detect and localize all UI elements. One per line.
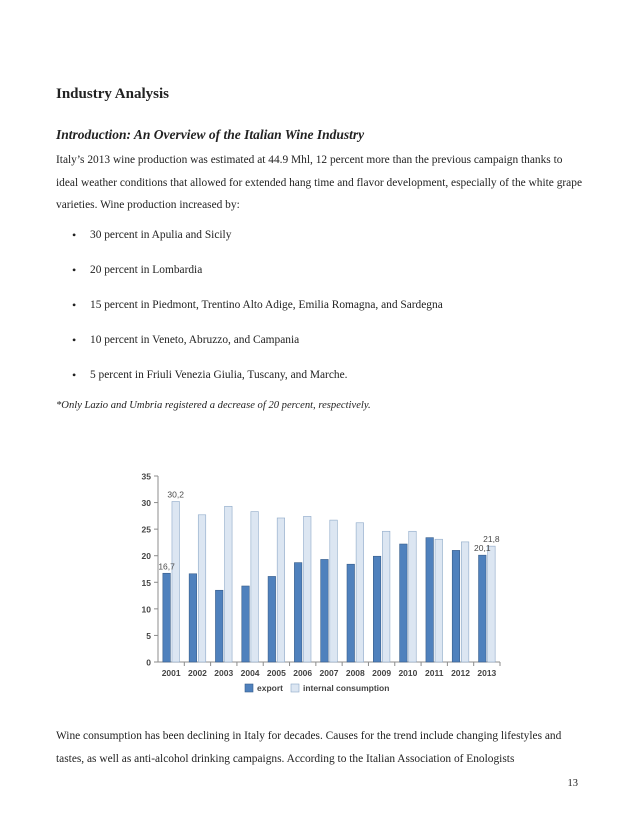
y-tick-label: 15 (141, 577, 151, 588)
list-item: • 30 percent in Apulia and Sicily (56, 224, 596, 259)
internal-consumption-bar (488, 546, 496, 662)
bullet-icon: • (72, 298, 77, 312)
x-tick-label: 2012 (451, 668, 470, 678)
x-tick-label: 2007 (319, 668, 339, 678)
footnote: *Only Lazio and Umbria registered a decrease of 20 percent, respectively. (56, 400, 371, 411)
legend-label-internal-consumption: internal consumption (303, 683, 390, 693)
x-tick-label: 2002 (188, 668, 207, 678)
export-bar (268, 576, 276, 662)
x-tick-label: 2006 (293, 668, 313, 678)
x-tick-label: 2013 (477, 668, 497, 678)
x-tick-label: 2004 (240, 668, 260, 678)
x-tick-label: 2001 (161, 668, 181, 678)
export-bar (163, 573, 171, 662)
export-bar (347, 564, 355, 662)
y-tick-label: 10 (141, 604, 151, 615)
y-tick-label: 20 (141, 551, 151, 562)
internal-consumption-bar (198, 515, 206, 662)
bullet-icon: • (72, 263, 77, 277)
page-number: 13 (567, 778, 578, 789)
x-tick-label: 2011 (425, 668, 444, 678)
internal-consumption-bar (330, 520, 338, 662)
internal-consumption-bar (356, 523, 364, 662)
internal-consumption-bar (382, 531, 390, 662)
list-item: • 20 percent in Lombardia (56, 259, 596, 294)
export-bar (189, 574, 197, 662)
export-bar (321, 559, 329, 662)
list-item: • 15 percent in Piedmont, Trentino Alto Adige, Emilia Romagna, and Sardegna (56, 294, 596, 329)
export-bar (215, 590, 223, 662)
y-tick-label: 25 (141, 524, 151, 535)
x-tick-label: 2009 (372, 668, 392, 678)
closing-paragraph: Wine consumption has been declining in Italy for decades. Causes for the trend include changing lifestyles and tastes, as well as anti-alcohol drinking campaigns. According to the Italian Association of Enologists (56, 730, 562, 765)
legend-swatch-export (245, 684, 253, 692)
x-tick-label: 2008 (345, 668, 365, 678)
internal-consumption-bar (225, 506, 233, 662)
bullet-icon: • (72, 228, 77, 242)
y-tick-label: 0 (146, 657, 151, 668)
export-bar (294, 563, 302, 662)
x-tick-label: 2005 (266, 668, 286, 678)
wine-export-consumption-chart (118, 464, 508, 704)
data-label: 16,7 (158, 561, 175, 572)
section-subheading: Introduction: An Overview of the Italian Wine Industry (56, 127, 365, 142)
legend-swatch-internal-consumption (291, 684, 299, 692)
data-label: 20,1 (474, 543, 491, 554)
intro-paragraph: Italy’s 2013 wine production was estimated at 44.9 Mhl, 12 percent more than the previous campaign thanks to ideal weather conditions that allowed for extended hang time and flavor development, especially of the white grape varieties. Wine production increased by: (56, 154, 582, 211)
export-bar (479, 555, 487, 662)
internal-consumption-bar (435, 539, 443, 662)
section-heading: Industry Analysis (56, 86, 169, 102)
data-label: 21,8 (483, 534, 500, 545)
legend-label-export: export (257, 683, 283, 693)
export-bar (452, 550, 460, 662)
x-tick-label: 2010 (398, 668, 418, 678)
x-tick-label: 2003 (214, 668, 234, 678)
bullet-icon: • (72, 368, 77, 382)
internal-consumption-bar (409, 531, 417, 662)
export-bar (400, 544, 408, 662)
export-bar (242, 586, 250, 662)
export-bar (426, 538, 434, 662)
y-tick-label: 5 (146, 630, 151, 641)
list-item: • 5 percent in Friuli Venezia Giulia, Tuscany, and Marche. (56, 364, 596, 399)
internal-consumption-bar (172, 502, 180, 662)
data-label: 30,2 (167, 489, 184, 500)
internal-consumption-bar (303, 516, 311, 662)
production-increase-list (56, 224, 596, 399)
list-item: • 10 percent in Veneto, Abruzzo, and Campania (56, 329, 596, 364)
internal-consumption-bar (461, 542, 469, 662)
y-tick-label: 30 (141, 498, 151, 509)
internal-consumption-bar (251, 512, 259, 662)
export-bar (373, 556, 381, 662)
internal-consumption-bar (277, 518, 285, 662)
bullet-icon: • (72, 333, 77, 347)
y-tick-label: 35 (141, 471, 151, 482)
